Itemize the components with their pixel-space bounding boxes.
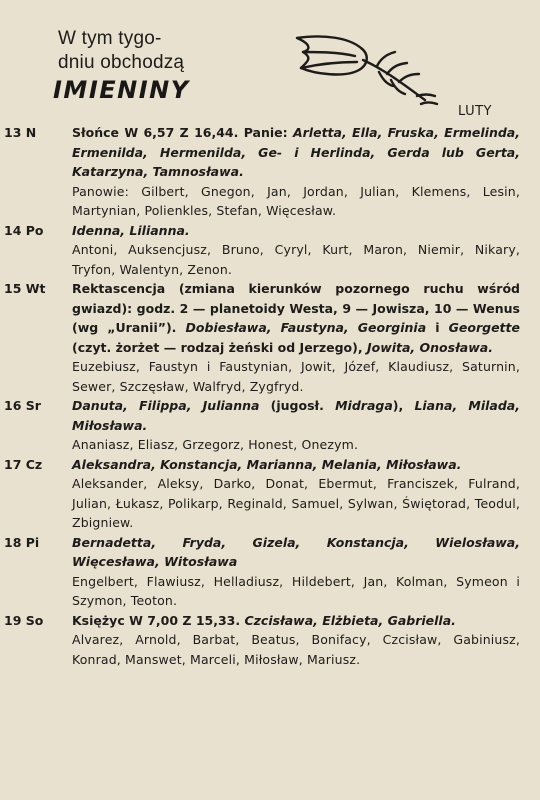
female-names (72, 279, 520, 357)
male-names: Antoni, Auksencjusz, Bruno, Cyryl, Kurt, Maron, Niemir, Nikary, Tryfon, Walentyn, Zenon. (72, 242, 520, 277)
day-label: 15 Wt (4, 281, 46, 296)
header (0, 0, 540, 120)
male-names: Euzebiusz, Faustyn i Faustynian, Jowit, Józef, Klaudiusz, Saturnin, Sewer, Szczęsław, Walfryd, Zygfryd. (72, 359, 520, 394)
day-label: 16 Sr (4, 398, 41, 413)
female-list: Czcisława, Elżbieta, Gabriella. (244, 612, 456, 628)
entry-15 (0, 279, 540, 396)
female-list-2: Midraga (335, 398, 393, 413)
female-list: Bernadetta, Fryda, Gizela, Konstancja, Wielosława, Więcesława, Witosława (72, 534, 520, 569)
male-names: Ananiasz, Eliasz, Grzegorz, Honest, Onezym. (72, 437, 359, 452)
entry-text (72, 455, 520, 533)
prefix-text: Słońce W 6,57 Z 16,44. Panie: (72, 125, 293, 140)
day-label: 19 So (4, 612, 44, 628)
female-names (72, 396, 520, 435)
female-names (72, 455, 520, 475)
heading-line-2: dniu obchodzą (58, 52, 185, 73)
day-label: 14 Po (4, 222, 44, 238)
prefix-text: Rektascencja (zmiana kierunków pozornego ruchu wśród gwiazd): godz. 2 — planetoidy Westa, 9 — Jowisza, 10 — Wenus (wg „Uranii”). (72, 281, 520, 335)
entry-17 (0, 455, 540, 533)
entry-16 (0, 396, 540, 455)
day-label: 17 Cz (4, 456, 43, 472)
female-list: Aleksandra, Konstancja, Marianna, Melania, Miłosława. (72, 456, 462, 472)
entry-text (72, 533, 520, 611)
day-label: 13 N (4, 125, 37, 140)
entry-text (72, 221, 520, 280)
female-list: Dobiesława, Faustyna, Georginia (185, 320, 427, 335)
female-names (72, 221, 520, 241)
connector-text: (jugosł. (259, 398, 336, 413)
female-list: Danuta, Filippa, Julianna (72, 398, 260, 413)
connector-text-2: ), (392, 398, 415, 413)
female-list: Idenna, Lilianna. (72, 222, 190, 238)
female-names (72, 611, 520, 631)
connector-text: i (426, 320, 449, 335)
female-list: Arletta, Ella, Fruska, Ermelinda, Ermenilda, Hermenilda, Ge- i Herlinda, Gerda lub Gerta, Katarzyna, Tamnosława. (72, 125, 520, 179)
entry-text (72, 123, 520, 221)
entry-13 (0, 123, 540, 221)
male-names: Aleksander, Aleksy, Darko, Donat, Ebermut, Franciszek, Fulrand, Julian, Łukasz, Polikarp, Reginald, Samuel, Sylwan, Świętorad, Teodul, Zbigniew. (72, 476, 520, 530)
tulip-drawing-icon (285, 30, 445, 110)
entry-18 (0, 533, 540, 611)
entry-text (72, 611, 520, 670)
female-names (72, 123, 520, 182)
male-names: Panowie: Gilbert, Gnegon, Jan, Jordan, Julian, Klemens, Lesin, Martynian, Polienkles, Stefan, Więcesław. (72, 183, 520, 218)
male-names: Engelbert, Flawiusz, Helladiusz, Hildebert, Jan, Kolman, Symeon i Szymon, Teoton. (72, 573, 520, 608)
entry-text (72, 279, 520, 396)
heading-imieniny: IMIENINY (53, 76, 190, 104)
day-label: 18 Pi (4, 534, 40, 550)
connector-text-2: (czyt. żorżet — rodzaj żeński od Jerzego), (72, 339, 367, 355)
calendar-entries (0, 123, 540, 669)
male-names: Alvarez, Arnold, Barbat, Beatus, Bonifacy, Czcisław, Gabiniusz, Konrad, Manswet, Marceli, Miłosław, Mariusz. (72, 632, 520, 667)
entry-19 (0, 611, 540, 670)
female-list-3: Jowita, Onosława. (366, 339, 493, 355)
female-names (72, 533, 520, 572)
prefix-text: Księżyc W 7,00 Z 15,33. (72, 612, 245, 628)
entry-14 (0, 221, 540, 280)
female-list-2: Georgette (448, 320, 520, 335)
entry-text (72, 396, 520, 455)
heading-line-1: W tym tygo- (58, 28, 162, 49)
female-list-3: Liana, Milada, Miłosława. (72, 398, 520, 433)
month-label: LUTY (458, 104, 492, 119)
